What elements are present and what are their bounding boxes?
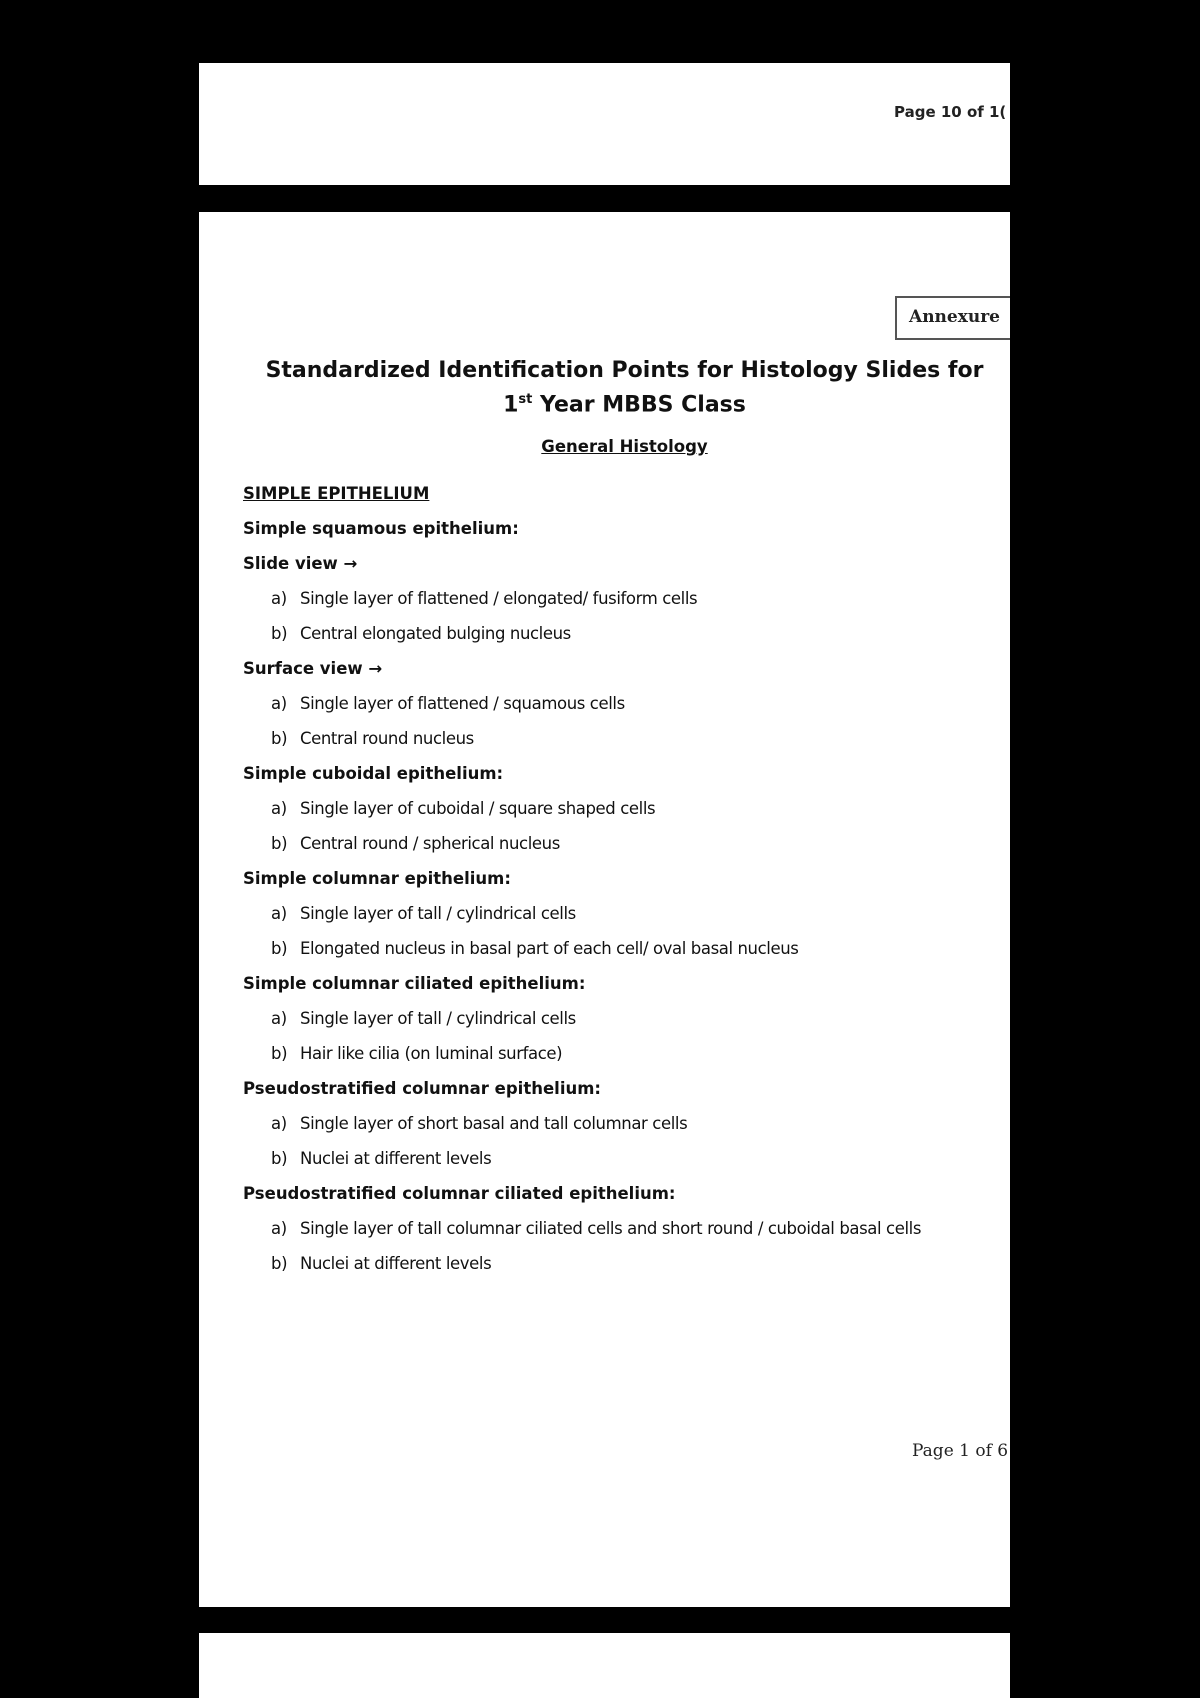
list-item bbox=[243, 1043, 983, 1078]
previous-page-number: Page 10 of 1( bbox=[894, 103, 1007, 121]
list-item-label: a) bbox=[271, 589, 287, 608]
list-item-text: Single layer of tall / cylindrical cells bbox=[300, 1009, 576, 1028]
group-heading: Simple columnar epithelium: bbox=[243, 869, 511, 888]
title-year-superscript: st bbox=[518, 392, 533, 407]
list-item-text: Central round / spherical nucleus bbox=[300, 834, 560, 853]
content-body bbox=[243, 483, 983, 1288]
list-item-label: a) bbox=[271, 1219, 287, 1238]
list-item bbox=[243, 798, 983, 833]
title-line-1: Standardized Identification Points for Histology Slides for bbox=[265, 358, 984, 383]
list-item bbox=[243, 728, 983, 763]
list-item-label: b) bbox=[271, 1149, 288, 1168]
group-heading: Pseudostratified columnar epithelium: bbox=[243, 1079, 602, 1098]
list-item bbox=[243, 1218, 983, 1253]
list-item-label: b) bbox=[271, 834, 288, 853]
list-item bbox=[243, 833, 983, 868]
list-item bbox=[243, 588, 983, 623]
list-item-text: Central round nucleus bbox=[300, 729, 474, 748]
group-heading: Simple squamous epithelium: bbox=[243, 519, 519, 538]
list-item bbox=[243, 623, 983, 658]
list-item bbox=[243, 1253, 983, 1288]
list-item-text: Central elongated bulging nucleus bbox=[300, 624, 571, 643]
list-item-text: Nuclei at different levels bbox=[300, 1149, 492, 1168]
list-item-text: Nuclei at different levels bbox=[300, 1254, 492, 1273]
list-item-label: a) bbox=[271, 799, 287, 818]
list-item bbox=[243, 1148, 983, 1183]
top-black-bar bbox=[199, 0, 1010, 63]
list-item-label: a) bbox=[271, 694, 287, 713]
document-page bbox=[199, 0, 1010, 1698]
list-item-label: a) bbox=[271, 1114, 287, 1133]
list-item-text: Single layer of flattened / squamous cells bbox=[300, 694, 625, 713]
bottom-black-bar bbox=[199, 1607, 1010, 1633]
list-item-text: Single layer of flattened / elongated/ fusiform cells bbox=[300, 589, 698, 608]
list-item-label: a) bbox=[271, 1009, 287, 1028]
section-subtitle: General Histology bbox=[541, 437, 708, 456]
page-number: Page 1 of 6 bbox=[912, 1441, 1009, 1461]
title-year-number: 1 bbox=[503, 392, 519, 418]
title-year-rest: Year MBBS Class bbox=[532, 392, 746, 418]
list-item-text: Elongated nucleus in basal part of each cell/ oval basal nucleus bbox=[300, 939, 799, 958]
group-heading: Simple cuboidal epithelium: bbox=[243, 764, 504, 783]
list-item-label: b) bbox=[271, 729, 288, 748]
group-heading: Pseudostratified columnar ciliated epithelium: bbox=[243, 1184, 676, 1203]
subgroup-heading: Slide view → bbox=[243, 554, 358, 573]
list-item-text: Hair like cilia (on luminal surface) bbox=[300, 1044, 563, 1063]
title-line-2 bbox=[219, 385, 1010, 419]
page-title bbox=[219, 356, 1010, 419]
list-item-label: b) bbox=[271, 1254, 288, 1273]
section-heading: SIMPLE EPITHELIUM bbox=[243, 484, 430, 503]
list-item-text: Single layer of short basal and tall columnar cells bbox=[300, 1114, 688, 1133]
subgroup-heading: Surface view → bbox=[243, 659, 383, 678]
group-heading: Simple columnar ciliated epithelium: bbox=[243, 974, 586, 993]
list-item-text: Single layer of tall columnar ciliated cells and short round / cuboidal basal cells bbox=[300, 1219, 922, 1238]
list-item-text: Single layer of cuboidal / square shaped cells bbox=[300, 799, 656, 818]
list-item bbox=[243, 903, 983, 938]
list-item-label: b) bbox=[271, 939, 288, 958]
list-item bbox=[243, 1113, 983, 1148]
list-item-text: Single layer of tall / cylindrical cells bbox=[300, 904, 576, 923]
list-item bbox=[243, 1008, 983, 1043]
list-item-label: b) bbox=[271, 1044, 288, 1063]
list-item bbox=[243, 938, 983, 973]
list-item-label: b) bbox=[271, 624, 288, 643]
page-separator-bar bbox=[199, 185, 1010, 212]
list-item-label: a) bbox=[271, 904, 287, 923]
list-item bbox=[243, 693, 983, 728]
annexure-label: Annexure bbox=[895, 296, 1010, 340]
